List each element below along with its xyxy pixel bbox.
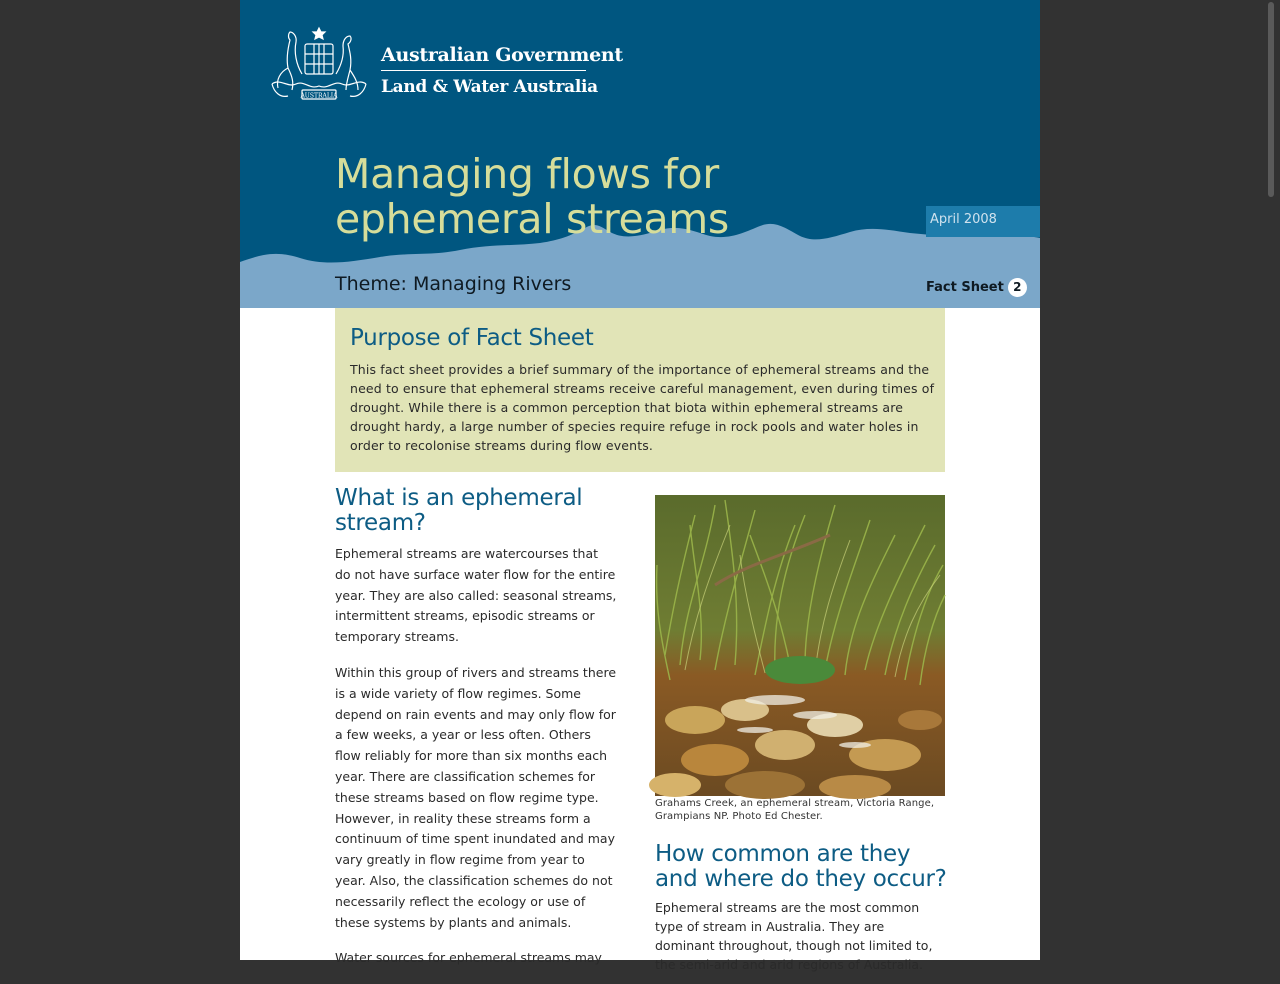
section1-paragraph-1: Ephemeral streams are watercourses that do not have surface water flow for the entire year. They are also called: seasonal streams, intermittent streams, episodic streams or temporary streams.: [335, 546, 617, 645]
page-title: Managing flows for ephemeral streams: [335, 150, 729, 243]
coat-of-arms-logo: [266, 24, 372, 106]
section1-paragraph-3: Water sources for ephemeral streams may: [335, 950, 602, 966]
theme-label: Theme: Managing Rivers: [335, 273, 572, 295]
crest-scroll-text: AUSTRALIA: [300, 92, 338, 100]
section1-heading: What is an ephemeral stream?: [335, 485, 583, 536]
purpose-box: [335, 308, 945, 472]
purpose-heading: Purpose of Fact Sheet: [350, 325, 594, 351]
stream-photo: [655, 495, 945, 796]
section2-body: Ephemeral streams are the most common type of stream in Australia. They are dominant throughout, though not limited to, the semi-arid and arid regions of Australia.: [655, 900, 933, 972]
purpose-body: This fact sheet provides a brief summary of the importance of ephemeral streams and the need to ensure that ephemeral streams receive careful management, even during times of drought. While there is a common perception that biota within ephemeral streams are drought hardy, a large number of species require refuge in rock pools and water holes in order to recolonise streams during flow events.: [350, 362, 935, 453]
agency-name: Land & Water Australia: [381, 77, 598, 97]
date-text: April 2008: [930, 212, 997, 227]
gov-name: Australian Government: [381, 44, 586, 71]
section2-heading: How common are they and where do they occur?: [655, 841, 947, 892]
section1-paragraph-2: Within this group of rivers and streams there is a wide variety of flow regimes. Some depend on rain events and may only flow for a few weeks, a year or less often. Others flow reliably for more than six months each year. There are classification schemes for these streams based on flow regime type. However, in reality these streams form a continuum of time spent inundated and may vary greatly in flow regime from year to year. Also, the classification schemes do not necessarily reflect the ecology or use of these systems by plants and animals.: [335, 664, 617, 930]
government-wordmark: [381, 44, 623, 97]
document-page: [240, 0, 1040, 972]
left-column: [335, 486, 625, 984]
scrollbar-thumb[interactable]: [1268, 2, 1274, 197]
photo-caption: Grahams Creek, an ephemeral stream, Victoria Range, Grampians NP. Photo Ed Chester.: [655, 798, 935, 822]
header-banner: [240, 0, 1040, 308]
vertical-scrollbar[interactable]: [1266, 0, 1276, 960]
date-badge: [926, 206, 1040, 237]
fact-sheet-label: [926, 278, 1027, 297]
fact-sheet-text: Fact Sheet: [926, 280, 1004, 295]
fact-sheet-number: 2: [1008, 278, 1027, 297]
